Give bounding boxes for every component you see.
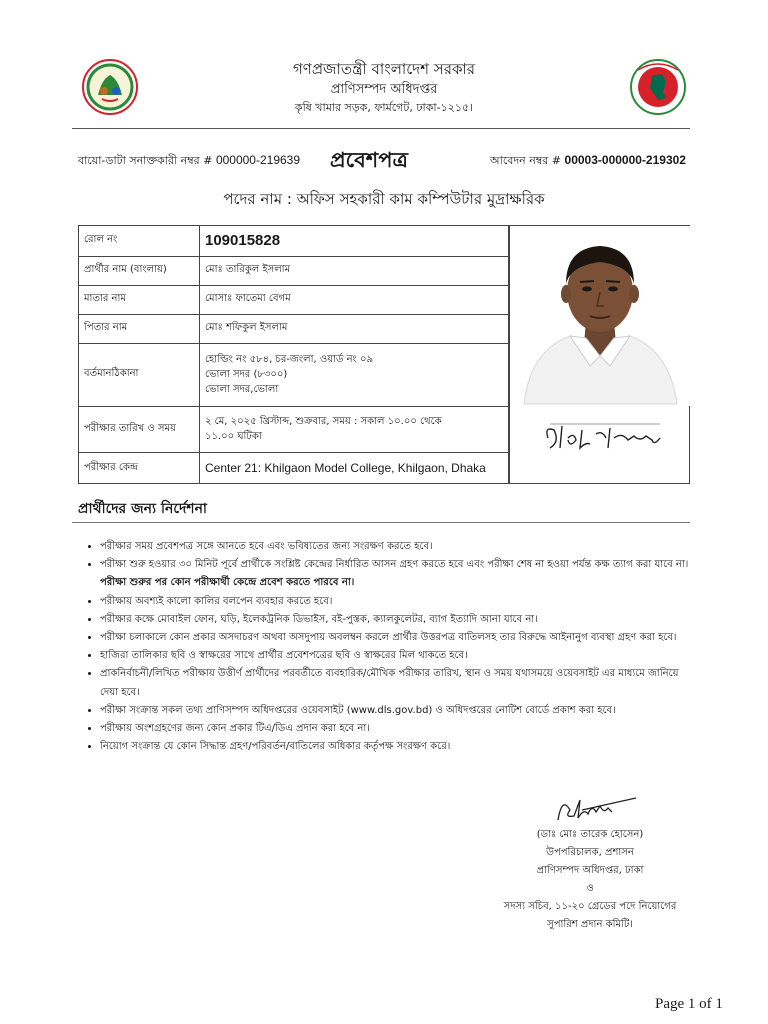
list-item: • নিয়োগ সংক্রান্ত যে কোন সিদ্ধান্ত গ্রহণ/পরিবর্তন/বাতিলের অধিকার কর্তৃপক্ষ সংরক্ষণ করে। <box>100 738 696 756</box>
page-number: Page 1 of 1 <box>655 996 723 1012</box>
father-label: পিতার নাম <box>79 314 200 343</box>
instructions-list <box>86 538 696 756</box>
address-line: ভোলা সদর,ভোলা <box>205 384 279 395</box>
father-name: মোঃ শফিকুল ইসলাম <box>200 314 509 343</box>
application-label: আবেদন নম্বর # <box>490 154 562 167</box>
list-item: • পরীক্ষার কক্ষে মোবাইল ফোন, ঘড়ি, ইলেকট্রনিক ডিভাইস, বই-পুস্তক, ক্যালকুলেটর, ব্যাগ ইত্যাদি আনা যাবে না। <box>100 611 696 629</box>
department-address: কৃষি খামার সড়ক, ফার্মগেট, ঢাকা-১২১৫। <box>294 101 474 114</box>
header-divider <box>72 128 690 129</box>
list-item: • পরীক্ষা চলাকালে কোন প্রকার অসদাচরণ অথবা অসদুপায় অবলম্বন করলে প্রার্থীর উত্তরপত্র বাতিলসহ তার বিরুদ্ধে আইনানুগ ব্যবস্থা গ্রহণ করা হবে। <box>100 629 696 647</box>
biodata-number: 000000-219639 <box>215 153 301 167</box>
address-line: হোল্ডিং নং ৫৮৪, চর-জংলা, ওয়ার্ড নং ০৯ <box>205 354 374 365</box>
photo-panel <box>509 226 691 483</box>
table-row <box>79 256 509 285</box>
candidate-photo <box>510 226 691 483</box>
mother-label: মাতার নাম <box>79 285 200 314</box>
list-item: • পরীক্ষার সময় প্রবেশপত্র সঙ্গে আনতে হবে এবং ভবিষ্যতের জন্য সংরক্ষণ করতে হবে। <box>100 538 696 556</box>
exam-center-label: পরীক্ষার কেন্দ্র <box>79 452 200 484</box>
exam-date-line: ২ মে, ২০২৫ খ্রিস্টাব্দ, শুক্রবার, সময় : সকাল ১০.০০ থেকে <box>205 416 442 427</box>
org-name: গণপ্রজাতন্ত্রী বাংলাদেশ সরকার <box>292 60 476 78</box>
table-row <box>79 314 509 343</box>
list-item: • পরীক্ষায় অবশ্যই কালো কালির বলপেন ব্যবহার করতে হবে। <box>100 593 696 611</box>
department-name: প্রাণিসম্পদ অধিদপ্তর <box>330 82 438 97</box>
exam-date-value <box>200 406 509 452</box>
instructions-divider <box>72 522 690 523</box>
mother-name: মোসাঃ ফাতেমা বেগম <box>200 285 509 314</box>
exam-date-label: পরীক্ষার তারিখ ও সময় <box>79 406 200 452</box>
table-row <box>79 285 509 314</box>
exam-date-line: ১১.০০ ঘটিকা <box>205 431 262 442</box>
list-item <box>100 556 696 592</box>
table-row <box>79 343 509 406</box>
list-item: • পরীক্ষায় অংশগ্রহণের জন্য কোন প্রকার টিএ/ডিএ প্রদান করা হবে না। <box>100 720 696 738</box>
address-value <box>200 343 509 406</box>
application-number: 00003-000000-219302 <box>564 153 686 167</box>
table-row <box>79 452 509 484</box>
candidate-table <box>79 226 509 484</box>
roll-number: 109015828 <box>200 226 509 256</box>
instruction-bold-text: পরীক্ষা শুরুর পর কোন পরীক্ষার্থী কেন্দ্রে প্রবেশ করতে পারবে না। <box>100 577 355 589</box>
table-row <box>79 406 509 452</box>
biodata-label: বায়ো-ডাটা সনাক্তকারী নম্বর # <box>78 154 213 167</box>
address-line: ভোলা সদর (৮৩০০) <box>205 369 288 380</box>
instructions-title: প্রার্থীদের জন্য নির্দেশনা <box>78 501 207 517</box>
document-title: প্রবেশপত্র <box>330 148 408 172</box>
signatory-line: ও <box>586 883 594 894</box>
candidate-name: মোঃ তারিকুল ইসলাম <box>200 256 509 285</box>
biodata-id <box>78 152 300 171</box>
list-item: • পরীক্ষা সংক্রান্ত সকল তথ্য প্রাণিসম্পদ অধিদপ্তরের ওয়েবসাইট (www.dls.gov.bd) ও অধিদপ্তরের নোটিশ বোর্ডে প্রকাশ করা হবে। <box>100 702 696 720</box>
address-label: বর্তমানঠিকানা <box>79 343 200 406</box>
table-row <box>79 226 509 256</box>
application-id <box>490 152 686 171</box>
signatory-line: প্রাণিসম্পদ অধিদপ্তর, ঢাকা <box>536 865 644 876</box>
list-item: • প্রাকনির্বাচনী/লিখিত পরীক্ষায় উত্তীর্ণ প্রার্থীদের পরবর্তীতে ব্যবহারিক/মৌখিক পরীক্ষার তারিখ, স্থান ও সময় যথাসময়ে ওয়েবসাইট এর মাধ্যমে জানিয়ে দেয়া হবে। <box>100 665 696 701</box>
signatory-line: উপপরিচালক, প্রশাসন <box>546 847 634 858</box>
signatory-line: সদস্য সচিব, ১১-২০ গ্রেডের পদে নিয়োগের <box>503 901 677 912</box>
signatory-signature <box>552 790 642 826</box>
name-label: প্রার্থীর নাম (বাংলায়) <box>79 256 200 285</box>
post-name: পদের নাম : অফিস সহকারী কাম কম্পিউটার মুদ্রাক্ষরিক <box>223 190 545 208</box>
signatory-line: (ডাঃ মোঃ তারেক হোসেন) <box>536 829 644 840</box>
roll-label: রোল নং <box>79 226 200 256</box>
exam-center-value: Center 21: Khilgaon Model College, Khilgaon, Dhaka <box>200 452 509 484</box>
candidate-info-box <box>78 225 690 484</box>
instruction-text: পরীক্ষা শুরু হওয়ার ৩০ মিনিট পূর্বে প্রার্থীকে সংশ্লিষ্ট কেন্দ্রের নির্ধারিত আসন গ্রহণ করতে হবে এবং পরীক্ষা শেষ না হওয়া পর্যন্ত কক্ষ ত্যাগ করা যাবে না। <box>100 559 689 571</box>
signatory-block <box>470 826 710 934</box>
list-item: • হাজিরা তালিকার ছবি ও স্বাক্ষরের সাথে প্রার্থীর প্রবেশপত্রের ছবি ও স্বাক্ষরের মিল থাকতে হবে। <box>100 647 696 665</box>
signatory-line: সুপারিশ প্রদান কমিটি। <box>547 919 633 930</box>
